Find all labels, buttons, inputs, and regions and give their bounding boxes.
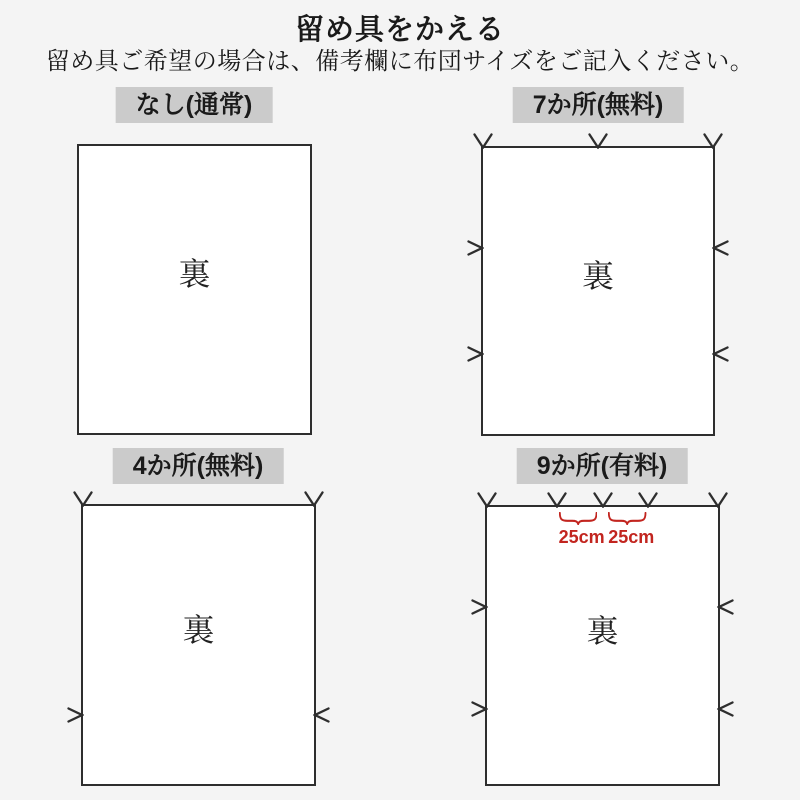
fastener-chevron-icon — [592, 492, 613, 508]
red-brace-icon — [559, 512, 597, 525]
fastener-chevron-icon — [471, 598, 488, 615]
futon-back-diagram — [485, 505, 720, 786]
sheet-back-label: 裏 — [581, 257, 615, 294]
fastener-chevron-icon — [547, 492, 568, 508]
fastener-chevron-icon — [717, 598, 734, 615]
sheet-back-label: 裏 — [182, 612, 215, 649]
distance-label: 25cm — [608, 527, 655, 547]
fastener-chevron-icon — [477, 492, 498, 508]
spacing-annotation — [608, 512, 655, 554]
fastener-chevron-icon — [637, 492, 658, 508]
red-brace-icon — [608, 512, 646, 525]
spacing-annotation — [558, 512, 605, 554]
page-subtitle: 留め具ご希望の場合は、備考欄に布団サイズをご記入ください。 — [45, 48, 755, 75]
fastener-chevron-icon — [708, 492, 729, 508]
page-title: 留め具をかえる — [294, 14, 505, 46]
fastener-chevron-icon — [471, 701, 488, 718]
sheet-back-label: 裏 — [586, 612, 619, 649]
distance-label: 25cm — [558, 527, 605, 547]
fastener-chevron-icon — [717, 701, 734, 718]
panel-label: 7か所(無料) — [513, 87, 684, 123]
panel-label: なし(通常) — [116, 87, 273, 123]
panel-label: 9か所(有料) — [517, 448, 688, 484]
panel-label: 4か所(無料) — [113, 448, 284, 484]
sheet-back-label: 裏 — [178, 256, 211, 293]
